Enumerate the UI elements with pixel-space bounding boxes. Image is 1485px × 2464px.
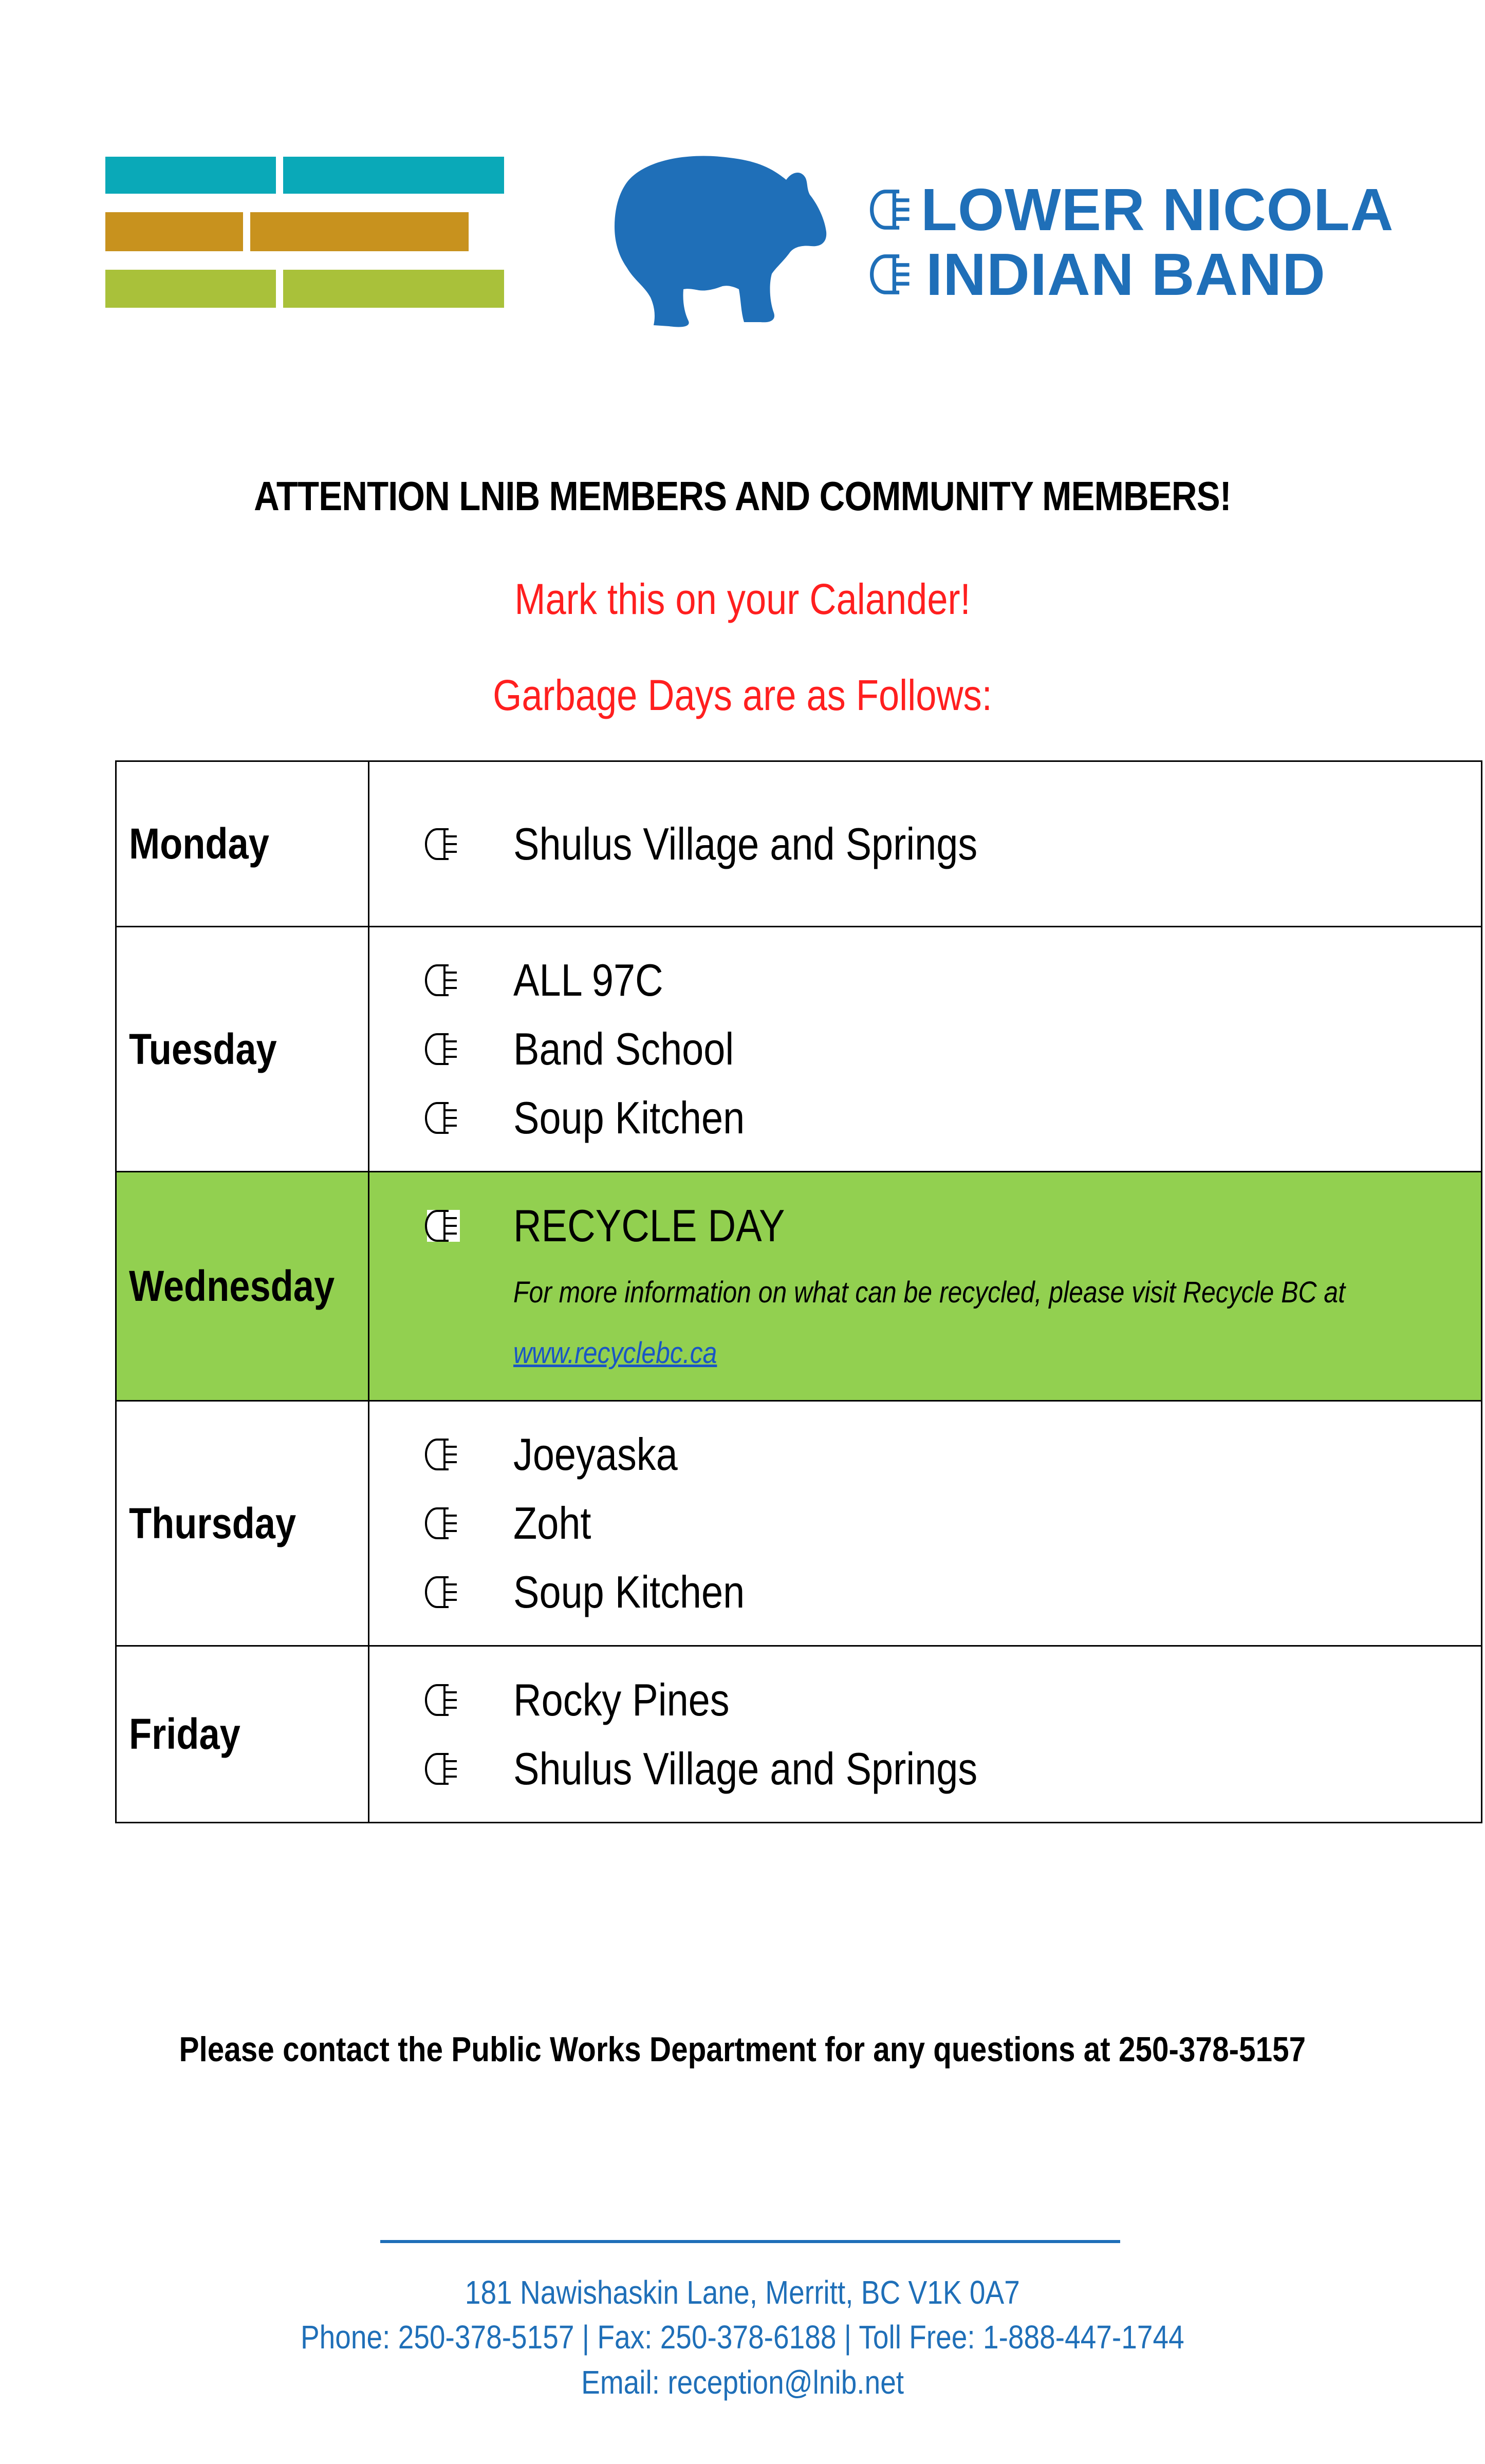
item-text: Zoht [513, 1498, 591, 1548]
recyclebc-link[interactable]: www.recyclebc.ca [513, 1336, 717, 1370]
bar-green-right [283, 270, 504, 308]
contact-notice-text: Please contact the Public Works Department for any questions at 250-378-5157 [179, 2030, 1306, 2069]
day-label: Tuesday [129, 1024, 277, 1073]
day-label: Monday [129, 819, 269, 868]
garbage-schedule-table [115, 760, 1482, 1823]
recycle-note-text: For more information on what can be recycled, please visit Recycle BC at [513, 1276, 1346, 1309]
items-cell [369, 1646, 1482, 1823]
schedule-row-wednesday [116, 1172, 1482, 1401]
lnib-bullet-icon [425, 1207, 462, 1245]
item-text: Soup Kitchen [513, 1566, 745, 1617]
brand-line-1 [868, 177, 1403, 242]
lnib-bullet-icon [425, 825, 462, 863]
lnib-mark-icon [868, 251, 918, 297]
lnib-bullet-icon [425, 1573, 462, 1611]
lnib-mark-icon [868, 186, 918, 233]
day-cell [116, 761, 369, 927]
lnib-bullet-icon [425, 1099, 462, 1137]
brand-line-2 [868, 242, 1403, 307]
list-item [369, 1558, 1481, 1627]
lnib-bullet-icon [425, 1030, 462, 1068]
schedule-row-tuesday [116, 927, 1482, 1172]
schedule-row-monday [116, 761, 1482, 927]
attention-heading: ATTENTION LNIB MEMBERS AND COMMUNITY MEMBERS! [254, 473, 1231, 519]
items-cell [369, 1401, 1482, 1646]
list-item [369, 1015, 1481, 1084]
bar-teal-left [105, 157, 276, 194]
items-cell [369, 761, 1482, 927]
bar-gold-right [250, 212, 469, 251]
day-cell [116, 1172, 369, 1401]
list-item [369, 1191, 1481, 1260]
item-text: Joeyaska [513, 1429, 678, 1480]
bear-icon [606, 152, 827, 329]
bar-teal-right [283, 157, 504, 194]
brand-line-1-text: LOWER NICOLA [921, 176, 1394, 243]
item-text: Soup Kitchen [513, 1092, 745, 1143]
bar-green-left [105, 270, 276, 308]
items-cell [369, 927, 1482, 1172]
item-text: ALL 97C [513, 955, 663, 1005]
lnib-bullet-icon [425, 1504, 462, 1542]
item-text: Band School [513, 1023, 734, 1074]
schedule-row-friday [116, 1646, 1482, 1823]
brand-name [868, 177, 1403, 307]
item-text: RECYCLE DAY [513, 1200, 785, 1251]
list-item [369, 1734, 1481, 1803]
item-text: Shulus Village and Springs [513, 1743, 978, 1794]
list-item [369, 1666, 1481, 1734]
day-label: Friday [129, 1710, 240, 1758]
calendar-reminder: Mark this on your Calander! [514, 575, 971, 623]
list-item [369, 1084, 1481, 1152]
schedule-row-thursday [116, 1401, 1482, 1646]
contact-notice [0, 2029, 1485, 2069]
lnib-bullet-icon [425, 1435, 462, 1473]
list-item [369, 1489, 1481, 1558]
lnib-bullet-icon [425, 1750, 462, 1788]
lnib-bullet-icon [425, 961, 462, 999]
list-item [369, 1420, 1481, 1489]
list-item [369, 810, 1481, 879]
footer-address [0, 2273, 1485, 2311]
footer-address-text: 181 Nawishaskin Lane, Merritt, BC V1K 0A7 [465, 2274, 1020, 2311]
lnib-bullet-icon [425, 1681, 462, 1719]
day-label: Wednesday [129, 1262, 335, 1310]
bar-gold-left [105, 212, 243, 251]
day-label: Thursday [129, 1499, 296, 1547]
recycle-note [513, 1260, 1481, 1325]
footer-phones [0, 2318, 1485, 2356]
day-cell [116, 1401, 369, 1646]
footer-phones-text: Phone: 250-378-5157 | Fax: 250-378-6188 | Toll Free: 1-888-447-1744 [301, 2319, 1184, 2356]
footer-divider [380, 2240, 1120, 2243]
brand-line-2-text: INDIAN BAND [926, 241, 1326, 308]
day-cell [116, 1646, 369, 1823]
items-cell [369, 1172, 1482, 1401]
recycle-link-row [513, 1325, 1481, 1382]
list-item [369, 946, 1481, 1015]
footer-email [0, 2363, 1485, 2401]
item-text: Shulus Village and Springs [513, 818, 978, 869]
item-text: Rocky Pines [513, 1674, 730, 1725]
garbage-days-heading: Garbage Days are as Follows: [493, 671, 992, 719]
day-cell [116, 927, 369, 1172]
footer-email-text[interactable]: Email: reception@lnib.net [581, 2364, 904, 2401]
